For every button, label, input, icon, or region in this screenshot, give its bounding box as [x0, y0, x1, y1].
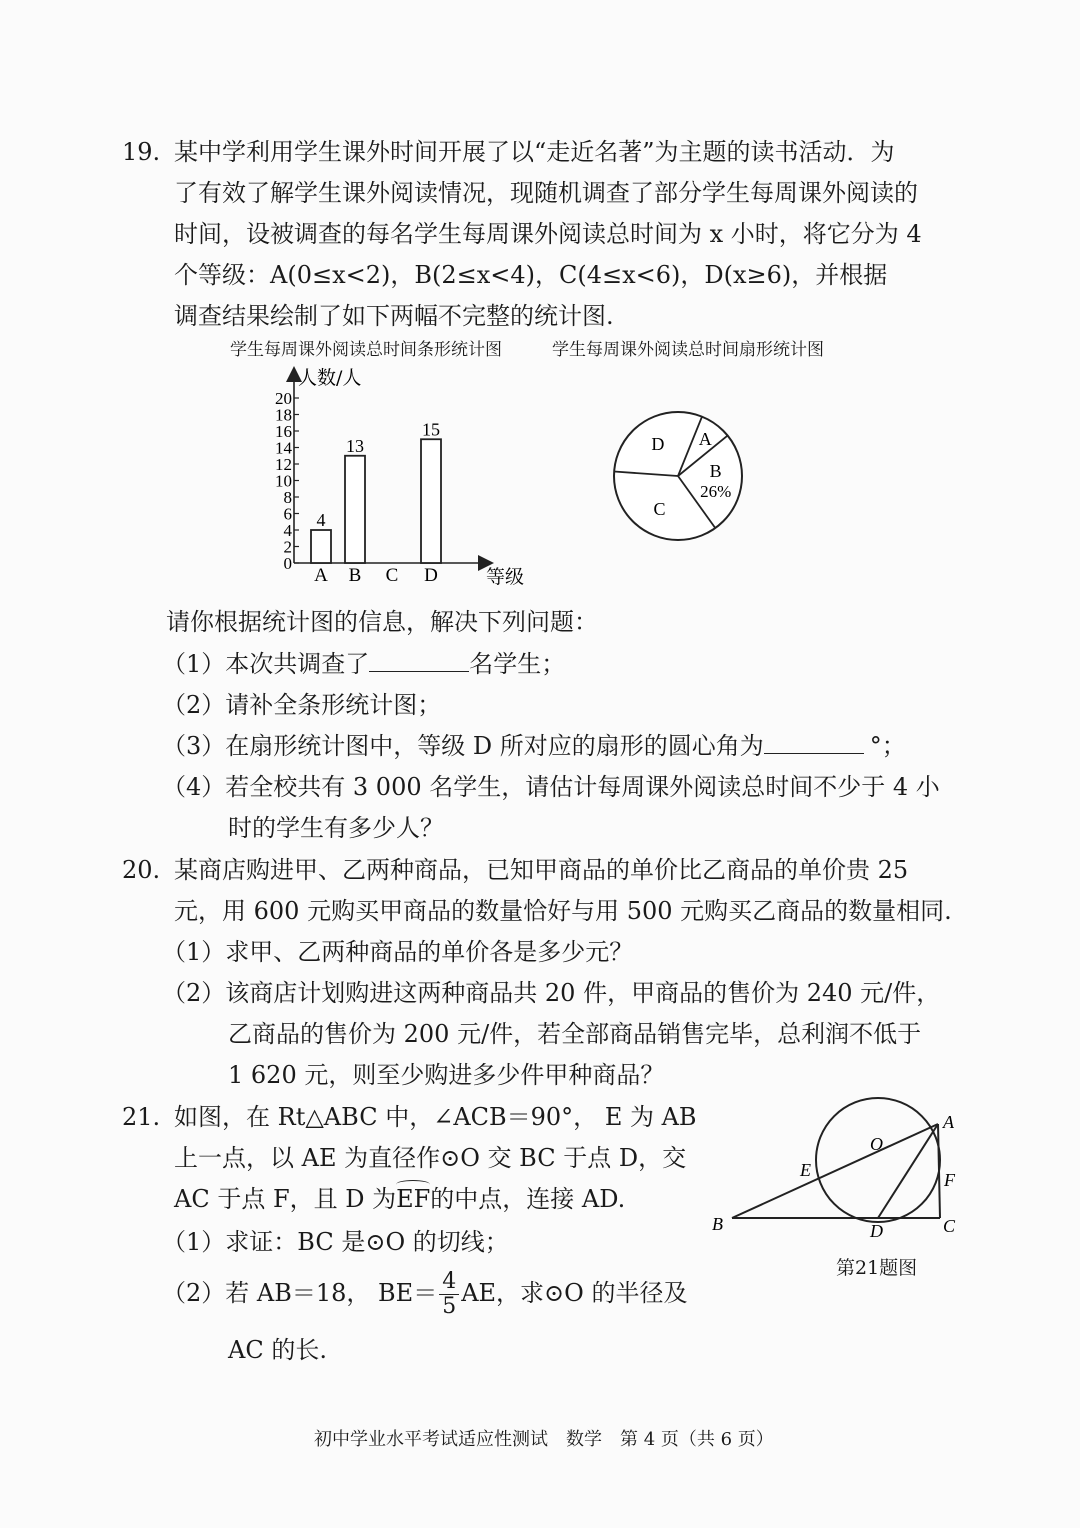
- geometry-figure: [702, 1092, 972, 1252]
- pie-slice-B-label: B: [709, 461, 722, 482]
- question-20-part-2-line-2: 乙商品的售价为 200 元/件，若全部商品销售完毕，总利润不低于: [228, 1020, 922, 1048]
- point-c-label: C: [943, 1216, 956, 1236]
- point-f-label: F: [944, 1170, 955, 1190]
- y-tick-label: 16: [275, 422, 292, 441]
- bar-chart-title: 学生每周课外阅读总时间条形统计图: [230, 340, 502, 360]
- y-axis-label: 人数/人: [298, 367, 362, 389]
- question-19-intro: 请你根据统计图的信息，解决下列问题：: [166, 608, 598, 636]
- fraction-denominator: 5: [442, 1294, 457, 1319]
- figure-21-caption: 第21题图: [836, 1257, 918, 1279]
- question-21-part-2-line-2: AC 的长.: [228, 1336, 327, 1364]
- y-tick-label: 8: [283, 488, 292, 507]
- question-20-part-2-line-3: 1 620 元，则至少购进多少件甲种商品？: [228, 1061, 665, 1089]
- question-21-part-1: （1）求证：BC 是⊙O 的切线；: [162, 1228, 509, 1256]
- y-tick-label: 6: [283, 504, 292, 524]
- bar-A: [311, 530, 331, 563]
- question-20-part-1: （1）求甲、乙两种商品的单价各是多少元？: [162, 938, 634, 966]
- x-tick-label-D: D: [424, 565, 438, 586]
- point-e-label: E: [800, 1160, 811, 1180]
- x-tick-label-A: A: [314, 565, 328, 586]
- pie-chart-title: 学生每周课外阅读总时间扇形统计图: [552, 340, 824, 360]
- part-3-answer-blank[interactable]: [764, 731, 864, 754]
- question-20-line-2: 元，用 600 元购买甲商品的数量恰好与用 500 元购买乙商品的数量相同.: [174, 897, 952, 925]
- question-21-part-2: [162, 1266, 687, 1320]
- point-o-label: O: [870, 1134, 883, 1154]
- fraction-four-fifths: [439, 1270, 459, 1319]
- part-3-text-b: °；: [869, 732, 906, 760]
- question-21-line-2: 上一点，以 AE 为直径作⊙O 交 BC 于点 D，交: [174, 1144, 687, 1172]
- arc-ef: EF: [396, 1185, 431, 1213]
- question-19-part-1: [162, 648, 565, 680]
- question-19-line-2: 了有效了解学生课外阅读情况，现随机调查了部分学生每周课外阅读的: [174, 179, 918, 207]
- point-d-label: D: [870, 1221, 883, 1241]
- x-axis-label: 等级: [486, 566, 525, 588]
- question-21-number: 21.: [122, 1103, 161, 1131]
- segment-ac: [938, 1124, 940, 1218]
- y-tick-label: 10: [275, 471, 292, 491]
- question-21-line-3: [174, 1183, 625, 1215]
- part-1-text-b: 名学生；: [469, 650, 566, 678]
- question-19-number: 19.: [122, 138, 161, 166]
- x-tick-label-B: B: [348, 565, 362, 586]
- question-19-line-3: 时间，设被调查的每名学生每周课外阅读总时间为 x 小时，将它分为 4: [174, 220, 922, 248]
- line-3-text-b: 的中点，连接 AD.: [430, 1185, 626, 1213]
- bar-chart: [250, 362, 540, 592]
- pie-slice-B-percent: 26%: [700, 482, 732, 502]
- y-tick-label: 12: [275, 455, 292, 474]
- part-2-text-b: AE，求⊙O 的半径及: [461, 1279, 688, 1307]
- question-19-part-4-line-1: （4）若全校共有 3 000 名学生，请估计每周课外阅读总时间不少于 4 小: [162, 773, 940, 801]
- question-19-line-5: 调查结果绘制了如下两幅不完整的统计图.: [174, 302, 614, 330]
- pie-chart: [608, 406, 748, 546]
- question-19-part-3: [162, 730, 906, 762]
- question-21-line-1: 如图，在 Rt△ABC 中，∠ACB＝90°， E 为 AB: [174, 1103, 697, 1131]
- question-20-part-2-line-1: （2）该商店计划购进这两种商品共 20 件，甲商品的售价为 240 元/件，: [162, 979, 941, 1007]
- point-b-label: B: [712, 1214, 723, 1234]
- bar-D: [421, 439, 441, 563]
- question-20-number: 20.: [122, 856, 161, 884]
- y-tick-label: 4: [283, 521, 292, 540]
- y-tick-label: 18: [275, 405, 292, 425]
- x-tick-label-C: C: [385, 565, 399, 586]
- part-2-text-a: （2）若 AB＝18， BE＝: [162, 1279, 438, 1307]
- line-3-text-a: AC 于点 F，且 D 为: [174, 1185, 397, 1213]
- y-tick-label: 0: [283, 554, 292, 573]
- y-tick-label: 14: [275, 438, 292, 458]
- bar-B: [345, 456, 365, 563]
- y-tick-label: 2: [283, 537, 292, 557]
- question-19-line-4: 个等级：A(0≤x<2)，B(2≤x<4)，C(4≤x<6)，D(x≥6)，并根据: [174, 261, 888, 289]
- bar-D-value-label: 15: [422, 419, 440, 440]
- question-20-line-1: 某商店购进甲、乙两种商品，已知甲商品的单价比乙商品的单价贵 25: [174, 856, 909, 884]
- y-tick-label: 20: [275, 389, 292, 408]
- question-19-line-1: 某中学利用学生课外时间开展了以“走近名著”为主题的读书活动．为: [174, 138, 895, 166]
- question-19-part-2: （2）请补全条形统计图；: [162, 691, 442, 719]
- page-footer: 初中学业水平考试适应性测试 数学 第 4 页（共 6 页）: [314, 1429, 774, 1450]
- pie-slice-C-label: C: [653, 499, 666, 520]
- question-19-part-4-line-2: 时的学生有多少人？: [228, 814, 444, 842]
- pie-slice-D-label: D: [651, 433, 665, 454]
- circle-o: [816, 1098, 940, 1222]
- bar-A-value-label: 4: [316, 510, 326, 530]
- part-1-answer-blank[interactable]: [369, 649, 469, 672]
- point-a-label: A: [943, 1112, 954, 1132]
- part-3-text-a: （3）在扇形统计图中，等级 D 所对应的扇形的圆心角为: [162, 732, 764, 760]
- part-1-text-a: （1）本次共调查了: [162, 650, 370, 678]
- bar-B-value-label: 13: [346, 435, 364, 456]
- fraction-numerator: 4: [439, 1270, 459, 1295]
- pie-slice-A-label: A: [698, 428, 712, 449]
